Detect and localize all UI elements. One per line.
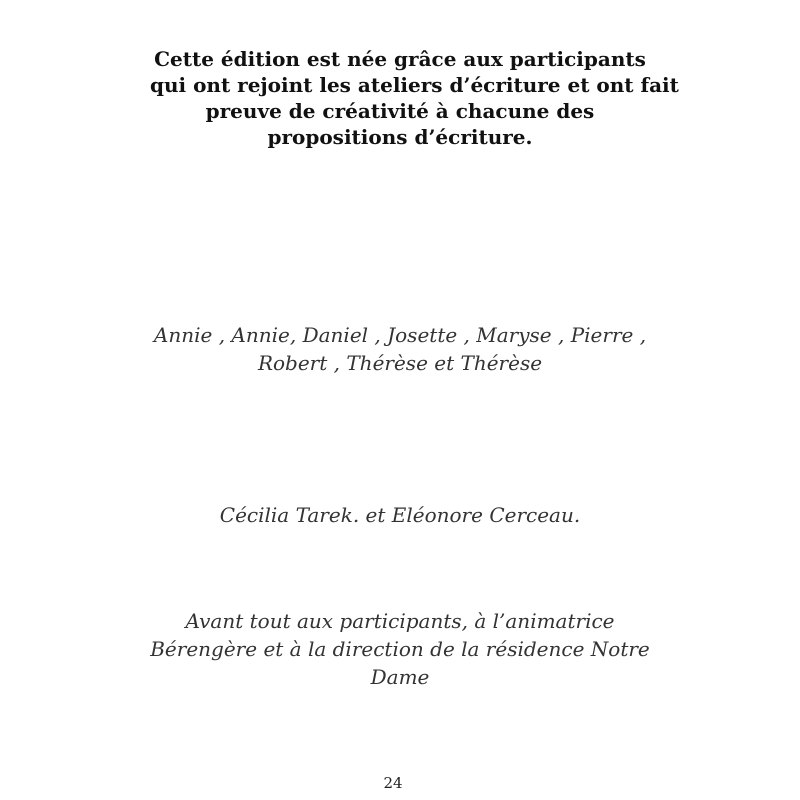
thanks-line: Bérengère et à la direction de la résidence Notre [150, 637, 650, 661]
heading-line: preuve de créativité à chacune des [205, 99, 595, 123]
heading-line: propositions d’écriture. [267, 125, 533, 149]
page-number: 24 [383, 774, 403, 792]
heading-line: qui ont rejoint les ateliers d’écriture et ont fait [150, 73, 679, 97]
credits-line: Cécilia Tarek. et Eléonore Cerceau. [219, 503, 581, 527]
dedication-heading [150, 46, 679, 150]
thanks-line: Avant tout aux participants, à l’animatrice [185, 609, 615, 633]
names-line: Annie , Annie, Daniel , Josette , Maryse , Pierre , [153, 323, 647, 347]
thanks-line: Dame [370, 665, 430, 689]
heading-line: Cette édition est née grâce aux participants [154, 47, 646, 71]
participants-names [100, 321, 700, 377]
names-line: Robert , Thérèse et Thérèse [257, 351, 543, 375]
acknowledgements [100, 607, 700, 691]
facilitators-credit [100, 501, 700, 529]
